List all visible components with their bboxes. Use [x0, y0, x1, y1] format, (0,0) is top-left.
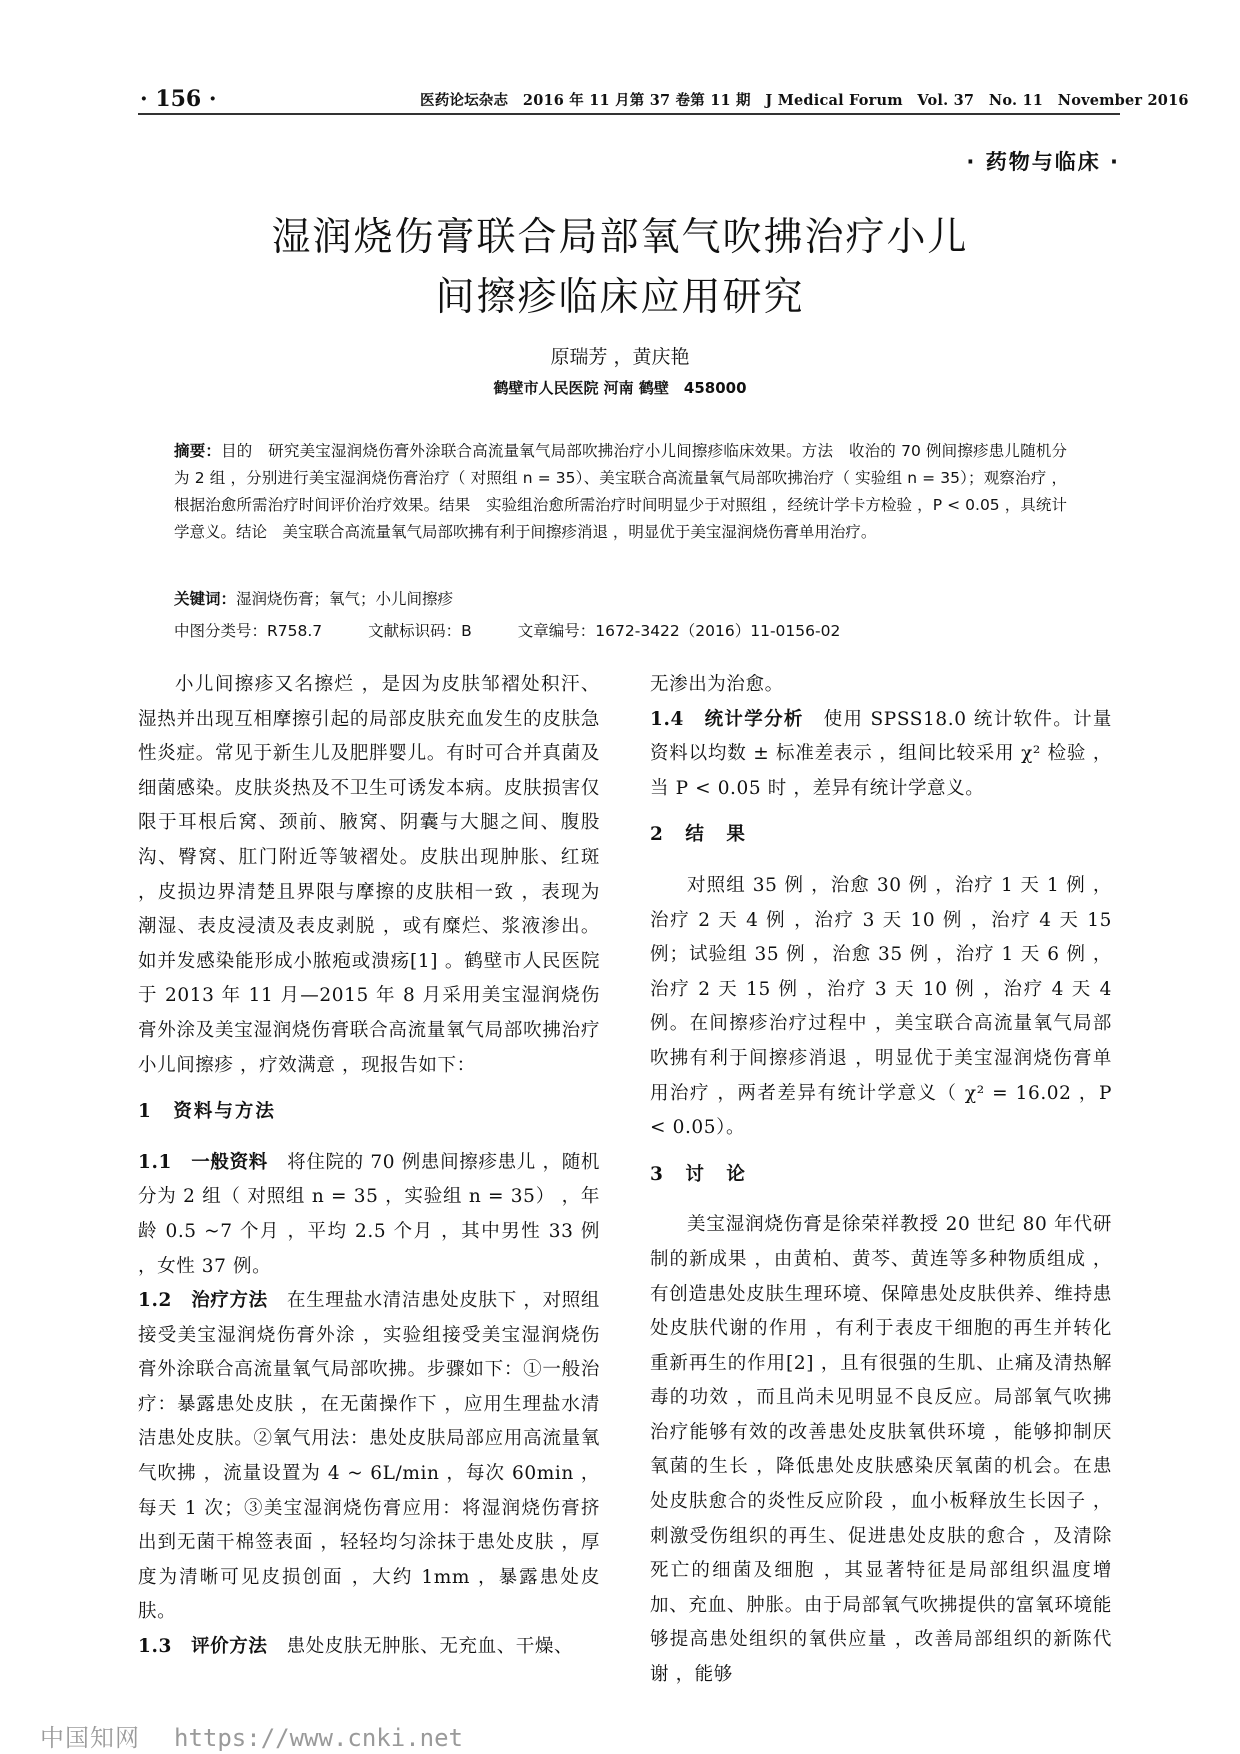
- article-number: 文章编号：1672-3422（2016）11-0156-02: [517, 622, 841, 640]
- section-1-heading: 1 资料与方法: [138, 1101, 276, 1123]
- section-1-4-text: 使用 SPSS18.0 统计软件。计量资料以均数 ± 标准差表示 ，组间比较采用 χ² 检验 ，当 P < 0.05 时 ，差异有统计学意义。: [650, 708, 1112, 799]
- section-1-3-heading: 1.3 评价方法: [138, 1636, 268, 1658]
- keywords-text: 湿润烧伤膏；氧气；小儿间擦疹: [236, 590, 454, 608]
- document-code: 文献标识码：B: [368, 622, 472, 640]
- keywords: [174, 587, 1067, 609]
- abstract-text: 目的 研究美宝湿润烧伤膏外涂联合高流量氧气局部吹拂治疗小儿间擦疹临床效果。方法 收治的 70 例间擦疹患儿随机分为 2 组 ，分别进行美宝湿润烧伤膏治疗（ 对照组 n = 35）、美宝联合高流量氧气局部吹拂治疗（ 实验组 n = 35）；观察治疗 ，根据治愈所需治疗时间评价治疗效果。结果 实验组治愈所需治疗时间明显少于对照组 ，经统计学卡方检验 ，P < 0.05 ，具统计学意义。结论 美宝联合高流量氧气局部吹拂有利于间擦疹消退 ，明显优于美宝湿润烧伤膏单用治疗。: [174, 442, 1067, 541]
- results-paragraph: 对照组 35 例 ，治愈 30 例 ，治疗 1 天 1 例 ，治疗 2 天 4 例 ，治疗 3 天 10 例 ，治疗 4 天 15 例；试验组 35 例 ，治愈 35 例 ，治疗 1 天 6 例 ，治疗 2 天 15 例 ，治疗 3 天 10 例 ，治疗 4 天 4 例。在间擦疹治疗过程中 ，美宝联合高流量氧气局部吹拂有利于间擦疹消退 ，明显优于美宝湿润烧伤膏单用治疗 ，两者差异有统计学意义（ χ² = 16.02 ，P < 0.05）。: [650, 874, 1112, 1139]
- section-1-1: [138, 1146, 600, 1284]
- section-1-1-heading: 1.1 一般资料: [138, 1151, 268, 1173]
- footer-url[interactable]: https://www.cnki.net: [174, 1724, 463, 1752]
- section-3-heading: 3 讨 论: [650, 1163, 747, 1185]
- discussion-paragraph: 美宝湿润烧伤膏是徐荣祥教授 20 世纪 80 年代研制的新成果 ，由黄柏、黄芩、黄连等多种物质组成 ，有创造患处皮肤生理环境、保障患处皮肤供养、维持患处皮肤代谢的作用 ，有利于表皮干细胞的再生并转化重新再生的作用[2] ，且有很强的生肌、止痛及清热解毒的功效 ，而且尚未见明显不良反应。局部氧气吹拂治疗能够有效的改善患处皮肤氧供环境 ，能够抑制厌氧菌的生长 ，降低患处皮肤感染厌氧菌的机会。在患处皮肤愈合的炎性反应阶段 ，血小板释放生长因子 ，刺激受伤组织的再生、促进患处皮肤的愈合 ，及清除死亡的细菌及细胞 ，其显著特征是局部组织温度增加、充血、肿胀。由于局部氧气吹拂提供的富氧环境能够提高患处组织的氧供应量 ，改善局部组织的新陈代谢 ，能够: [650, 1214, 1112, 1686]
- left-column: [138, 668, 600, 1665]
- title-line-2: 间擦疹临床应用研究: [435, 275, 805, 320]
- keywords-label: 关键词：: [174, 590, 237, 608]
- section-1-4: [650, 703, 1112, 807]
- section-1-1-text: 将住院的 70 例患间擦疹患儿 ，随机分为 2 组（ 对照组 n = 35 ，实验组 n = 35） ，年龄 0.5 ~7 个月 ，平均 2.5 个月 ，其中男性 33 例 ，女性 37 例。: [138, 1151, 600, 1277]
- section-1-3-continued: 无渗出为治愈。: [650, 674, 784, 695]
- authors: 原瑞芳 ，黄庆艳: [550, 346, 690, 368]
- running-head: 医药论坛杂志 2016 年 11 月第 37 卷第 11 期 J Medical Forum Vol. 37 No. 11 November 2016: [420, 92, 1189, 109]
- right-column: [650, 668, 1112, 1693]
- section-1-2-heading: 1.2 治疗方法: [138, 1290, 268, 1312]
- footer-site-name: 中国知网: [40, 1724, 140, 1752]
- affiliation: 鹤壁市人民医院 河南 鹤壁 458000: [493, 379, 747, 397]
- classification-line: [174, 619, 1067, 641]
- page-number: · 156 ·: [140, 86, 217, 112]
- abstract: [174, 438, 1067, 546]
- section-label: · 药物与临床 ·: [966, 150, 1120, 174]
- footer-watermark: [40, 1718, 463, 1753]
- intro-paragraph: 小儿间擦疹又名擦烂 ，是因为皮肤邹褶处积汗、湿热并出现互相摩擦引起的局部皮肤充血发生的皮肤急性炎症。常见于新生儿及肥胖婴儿。有时可合并真菌及细菌感染。皮肤炎热及不卫生可诱发本病。皮肤损害仅限于耳根后窝、颈前、腋窝、阴囊与大腿之间、腹股沟、臀窝、肛门附近等皱褶处。皮肤出现肿胀、红斑 ，皮损边界清楚且界限与摩擦的皮肤相一致 ，表现为潮湿、表皮浸渍及表皮剥脱 ，或有糜烂、浆液渗出。如并发感染能形成小脓疱或溃疡[1] 。鹤壁市人民医院于 2013 年 11 月—2015 年 8 月采用美宝湿润烧伤膏外涂及美宝湿润烧伤膏联合高流量氧气局部吹拂治疗小儿间擦疹 ，疗效满意 ，现报告如下：: [138, 674, 600, 1076]
- section-1-3-text: 患处皮肤无肿胀、无充血、干燥、: [267, 1636, 574, 1658]
- section-1-2-text: 在生理盐水清洁患处皮肤下 ，对照组接受美宝湿润烧伤膏外涂 ，实验组接受美宝湿润烧伤膏外涂联合高流量氧气局部吹拂。步骤如下：①一般治疗：暴露患处皮肤 ，在无菌操作下 ，应用生理盐水清洁患处皮肤。②氧气用法：患处皮肤局部应用高流量氧气吹拂 ，流量设置为 4 ~ 6L/min ，每次 60min ，每天 1 次；③美宝湿润烧伤膏应用：将湿润烧伤膏挤出到无菌干棉签表面 ，轻轻均匀涂抹于患处皮肤 ，厚度为清晰可见皮损创面 ，大约 1mm ，暴露患处皮肤。: [138, 1290, 600, 1623]
- section-1-4-heading: 1.4 统计学分析: [650, 708, 804, 730]
- abstract-label: 摘要：: [174, 442, 222, 460]
- section-1-3: [138, 1630, 600, 1665]
- article-title: [150, 208, 1090, 328]
- header-rule: [138, 113, 1120, 115]
- clc-number: 中图分类号：R758.7: [174, 622, 323, 640]
- section-2-heading: 2 结 果: [650, 824, 747, 846]
- section-1-2: [138, 1284, 600, 1630]
- title-line-1: 湿润烧伤膏联合局部氧气吹拂治疗小儿: [271, 215, 969, 260]
